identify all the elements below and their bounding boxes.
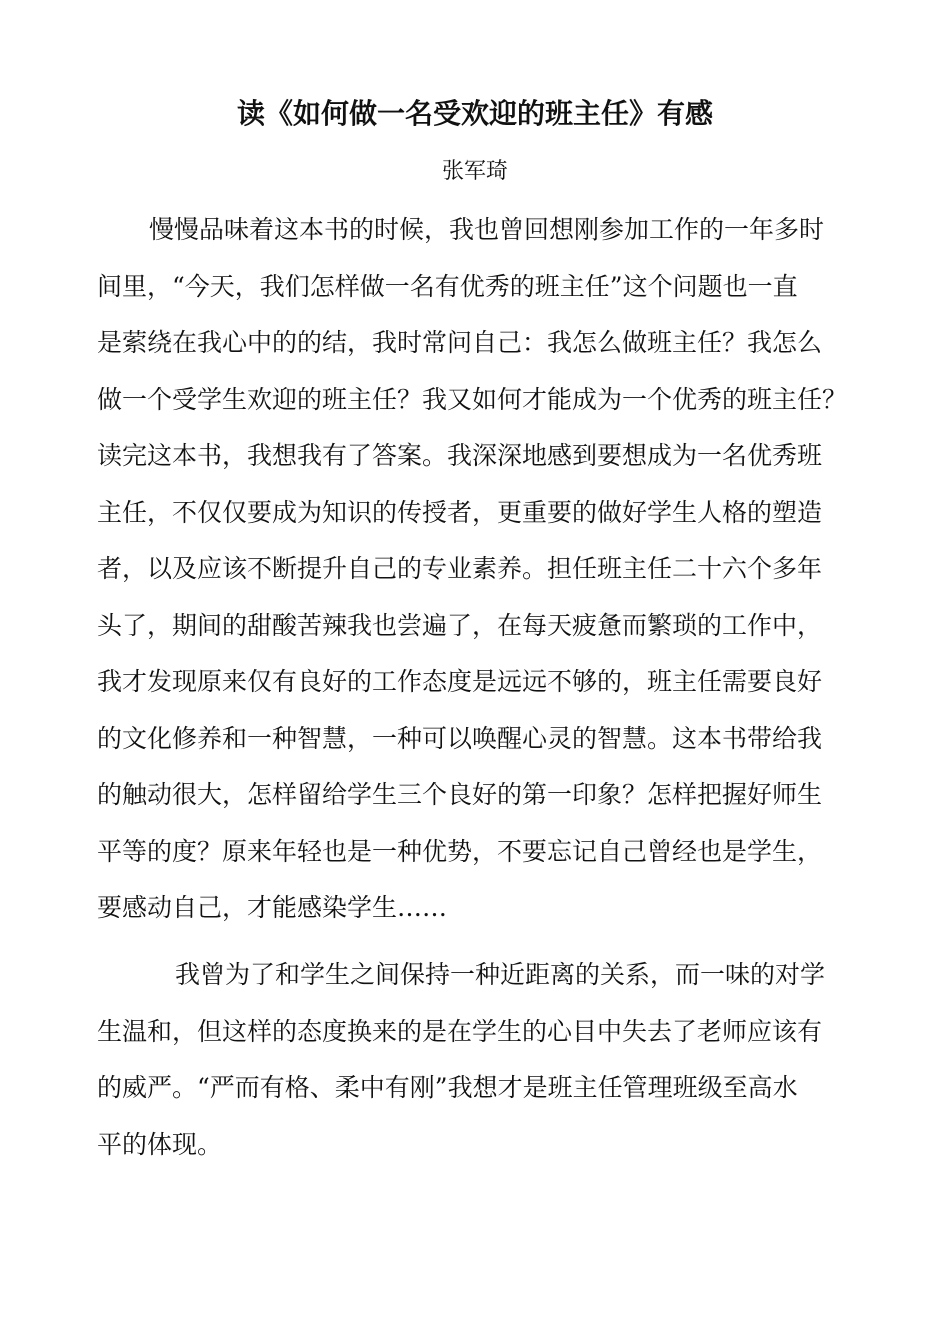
document-title: 读《如何做一名受欢迎的班主任》有感: [236, 97, 713, 130]
paragraph-line: 平等的度？原来年轻也是一种优势，不要忘记自己曾经也是学生，: [97, 836, 823, 866]
paragraph-line: 的威严。“严而有格、柔中有刚”我想才是班主任管理班级至高水: [97, 1073, 798, 1102]
paragraph-line: 慢慢品味着这本书的时候，我也曾回想刚参加工作的一年多时: [149, 215, 825, 244]
paragraph-line: 是萦绕在我心中的的结，我时常问自己：我怎么做班主任？我怎么: [97, 328, 823, 357]
paragraph-line: 我曾为了和学生之间保持一种近距离的关系，而一味的对学: [175, 960, 826, 989]
paragraph-line: 的触动很大，怎样留给学生三个良好的第一印象？怎样把握好师生: [97, 780, 823, 809]
author-name: 张军琦: [441, 159, 508, 184]
paragraph-1: [97, 202, 857, 937]
paragraph-line: 头了，期间的甜酸苦辣我也尝遍了，在每天疲惫而繁琐的工作中，: [97, 610, 823, 640]
paragraph-line: 读完这本书，我想我有了答案。我深深地感到要想成为一名优秀班: [97, 441, 823, 470]
paragraph-line: 间里，“今天，我们怎样做一名有优秀的班主任”这个问题也一直: [97, 271, 798, 301]
paragraph-line: 者，以及应该不断提升自己的专业素养。担任班主任二十六个多年: [97, 554, 823, 583]
paragraph-line: 主任，不仅仅要成为知识的传授者，更重要的做好学生人格的塑造: [97, 497, 823, 527]
paragraph-line: 生温和，但这样的态度换来的是在学生的心目中失去了老师应该有: [97, 1016, 823, 1046]
paragraph-line: 做一个受学生欢迎的班主任？我又如何才能成为一个优秀的班主任？: [97, 384, 848, 414]
paragraph-line: 的文化修养和一种智慧，一种可以唤醒心灵的智慧。这本书带给我: [97, 723, 823, 753]
paragraph-line: 要感动自己，才能感染学生……: [97, 893, 448, 922]
paragraph-line: 平的体现。: [97, 1129, 223, 1159]
paragraph-2: [97, 947, 857, 1173]
paragraph-line: 我才发现原来仅有良好的工作态度是远远不够的，班主任需要良好: [97, 667, 823, 696]
